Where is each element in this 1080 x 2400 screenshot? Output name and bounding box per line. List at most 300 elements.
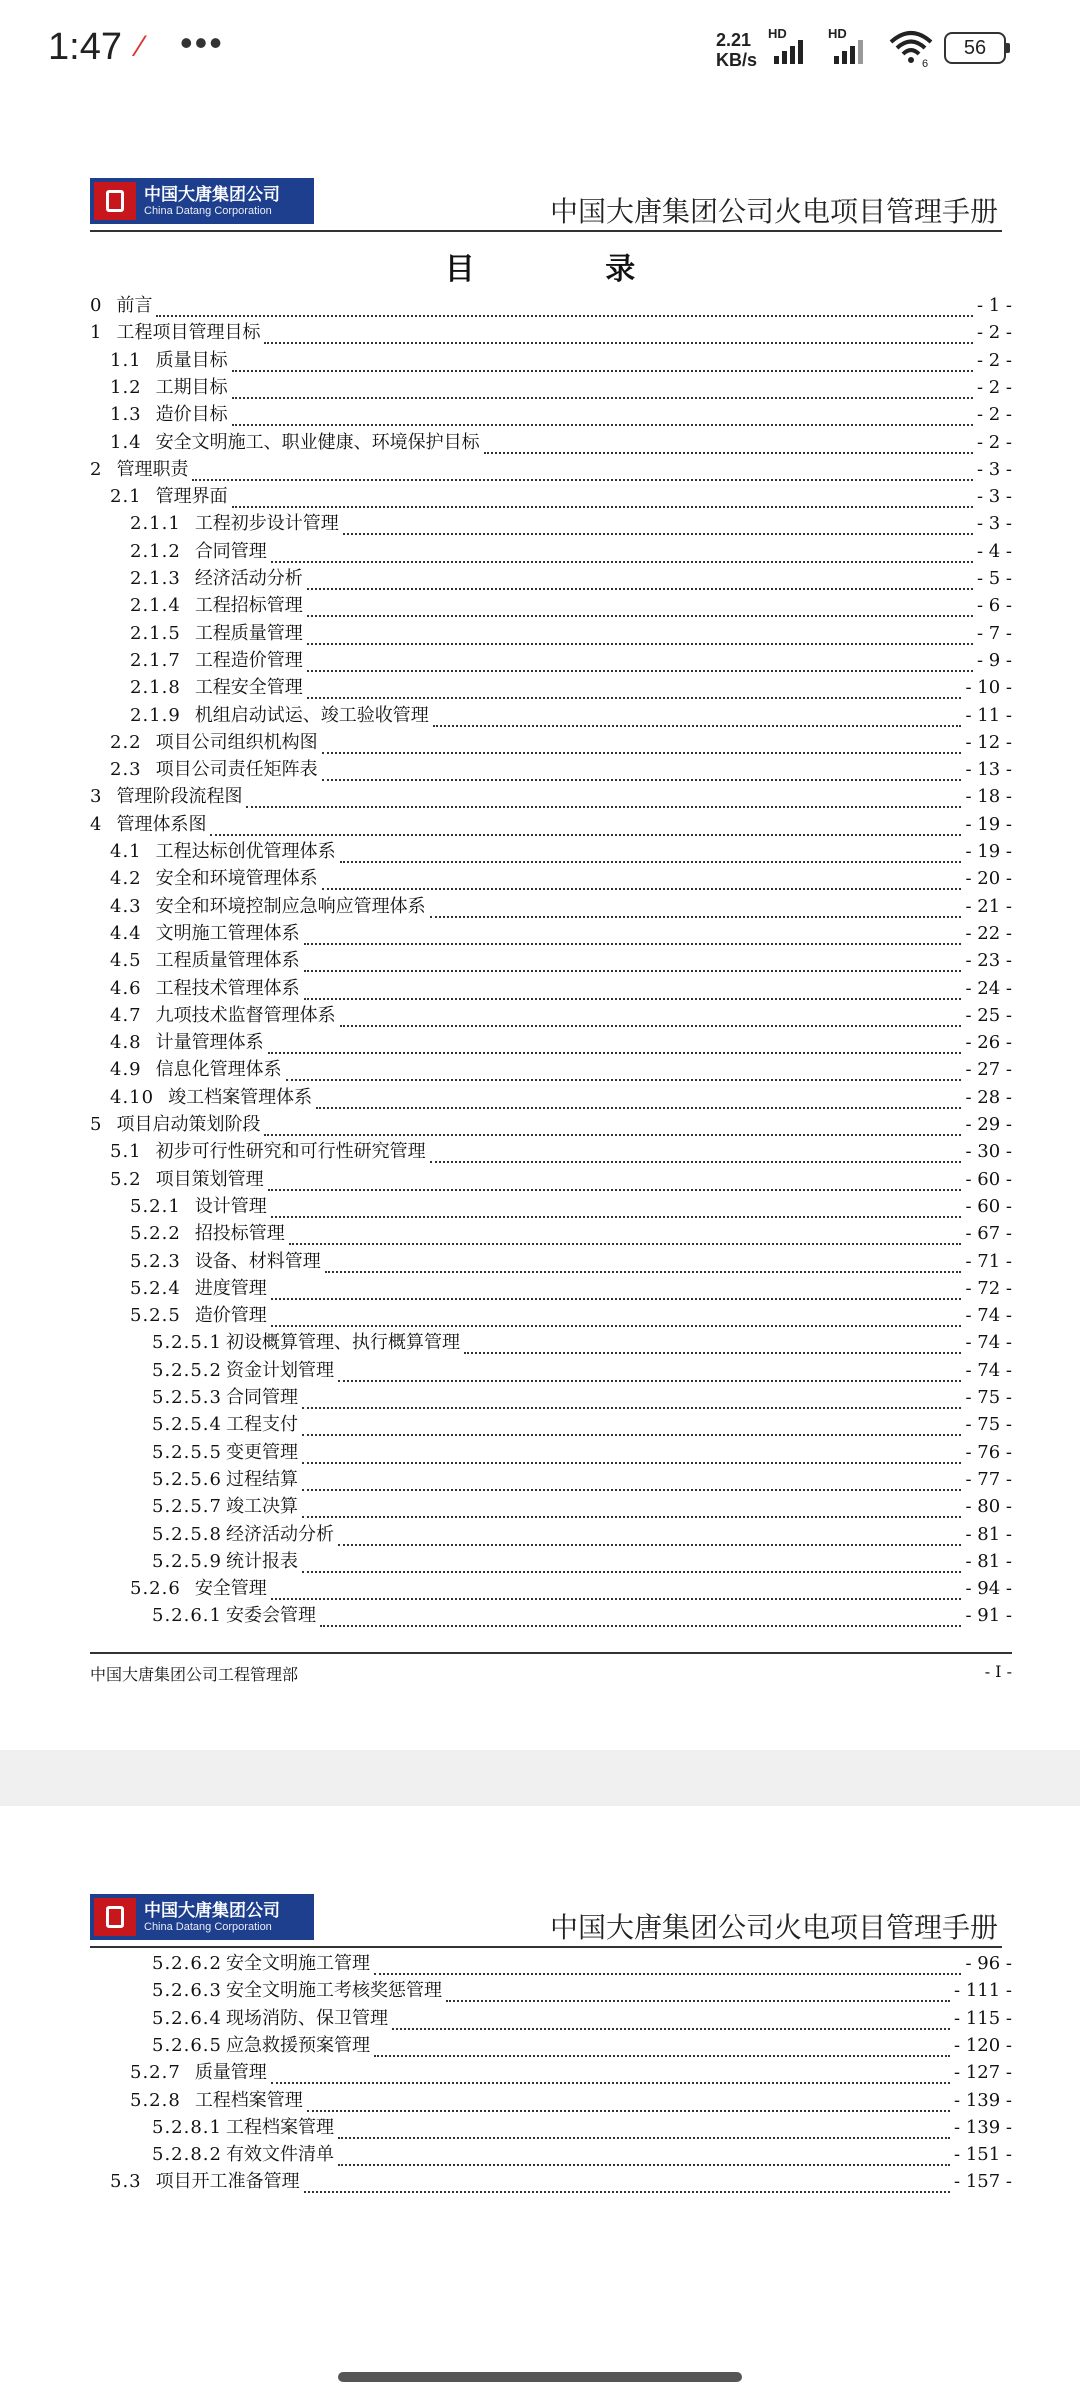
toc-entry-number: 5.2.2: [130, 1223, 181, 1245]
toc-entry-page: - 28 -: [965, 1086, 1012, 1108]
toc-entry-title: 合同管理: [194, 540, 267, 562]
toc-entry-title: 安委会管理: [225, 1605, 316, 1627]
toc-entry[interactable]: [90, 2003, 1012, 2030]
logo-en-text-2: China Datang Corporation: [144, 1920, 272, 1933]
toc-entry-page: - 72 -: [965, 1277, 1012, 1299]
toc-entry-title: 安全文明施工管理: [225, 1953, 370, 1974]
toc-entry[interactable]: [90, 2085, 1012, 2112]
toc-entry[interactable]: [90, 645, 1012, 672]
toc-entry-title: 九项技术监督管理体系: [155, 1004, 336, 1026]
toc-entry[interactable]: [90, 508, 1012, 535]
toc-entry-page: - 26 -: [965, 1032, 1012, 1054]
toc-entry-title: 管理阶段流程图: [116, 786, 243, 808]
toc-entry-page: - 24 -: [965, 977, 1012, 999]
toc-entry-number: 2.1.9: [130, 704, 181, 726]
toc-entry-number: 1.2: [110, 376, 142, 398]
toc-entry[interactable]: [90, 1054, 1012, 1081]
toc-dot-leader: [340, 847, 962, 863]
toc-entry[interactable]: [90, 1082, 1012, 1109]
toc-dot-leader: [302, 1448, 962, 1464]
toc-entry-page: - 29 -: [965, 1114, 1012, 1135]
toc-entry[interactable]: [90, 700, 1012, 727]
toc-entry[interactable]: [90, 536, 1012, 563]
status-time: 1:47: [48, 26, 122, 68]
toc-dot-leader: [374, 2041, 950, 2057]
toc-entry-page: - 30 -: [965, 1141, 1012, 1163]
home-indicator[interactable]: [338, 2372, 742, 2382]
toc-entry[interactable]: [90, 372, 1012, 399]
header-title-2: 中国大唐集团公司火电项目管理手册: [549, 1911, 998, 1944]
toc-dot-leader: [374, 1959, 962, 1975]
toc-entry-number: 1.1: [110, 349, 142, 371]
toc-entry-page: - 80 -: [965, 1496, 1012, 1518]
toc-entry-number: 4.6: [110, 977, 142, 999]
toc-entry-number: 5.2.6.5: [152, 2034, 222, 2056]
toc-entry-page: - 77 -: [965, 1468, 1012, 1490]
toc-entry-page: - 76 -: [965, 1441, 1012, 1463]
toc-entry-title: 管理职责: [116, 458, 189, 480]
toc-entry[interactable]: [90, 1409, 1012, 1436]
toc-entry-page: - 75 -: [965, 1414, 1012, 1436]
toc-entry-number: 5.2.8.2: [152, 2144, 222, 2166]
toc-entry-title: 初步可行性研究和可行性研究管理: [155, 1141, 426, 1163]
toc-entry-title: 安全文明施工、职业健康、环境保护目标: [155, 431, 480, 453]
toc-entry-number: 5.2.6.4: [152, 2007, 222, 2029]
toc-entry[interactable]: [90, 1109, 1012, 1136]
network-speed-unit: KB/s: [716, 50, 758, 70]
logo-cn-text-2: 中国大唐集团公司: [144, 1900, 280, 1920]
toc-entry[interactable]: [90, 1573, 1012, 1600]
toc-dot-leader: [304, 2177, 950, 2193]
toc-entry-number: 5.3: [110, 2171, 142, 2193]
toc-dot-leader: [307, 656, 973, 672]
toc-dot-leader: [271, 1284, 962, 1300]
toc-entry[interactable]: [90, 1300, 1012, 1327]
toc-title: 目 录: [444, 252, 696, 287]
toc-dot-leader: [446, 1986, 950, 2002]
toc-entry-number: 4.10: [110, 1086, 155, 1108]
toc-entry[interactable]: [90, 1491, 1012, 1518]
toc-entry-number: 2.3: [110, 759, 142, 781]
toc-entry-title: 进度管理: [194, 1277, 267, 1299]
toc-dot-leader: [304, 956, 962, 972]
toc-dot-leader: [286, 1065, 962, 1081]
toc-entry-number: 5.2: [110, 1168, 142, 1190]
toc-entry-number: 5.2.5.6: [152, 1468, 222, 1490]
toc-entry-title: 安全文明施工考核奖惩管理: [225, 1980, 442, 2002]
toc-entry-number: 5.2.6: [130, 1578, 181, 1600]
toc-entry-page: - 81 -: [965, 1550, 1012, 1572]
toc-entry-title: 应急救援预案管理: [225, 2034, 370, 2056]
toc-entry-title: 竣工决算: [225, 1496, 298, 1518]
toc-entry-number: 5.2.5.4: [152, 1414, 222, 1436]
toc-entry-title: 安全管理: [194, 1578, 267, 1600]
page-header: [90, 178, 1002, 232]
toc-dot-leader: [392, 2014, 950, 2030]
toc-entry-title: 设计管理: [194, 1195, 267, 1217]
logo-cn-text: 中国大唐集团公司: [144, 184, 280, 204]
toc-dot-leader: [338, 2123, 950, 2139]
toc-entry-title: 工程造价管理: [194, 649, 303, 671]
toc-dot-leader: [156, 301, 972, 317]
toc-dot-leader: [325, 1257, 962, 1273]
toc-entry-title: 招投标管理: [194, 1223, 285, 1245]
toc-entry-number: 5.2.5.5: [152, 1441, 222, 1463]
toc-entry-number: 4.3: [110, 895, 142, 917]
battery-level: 56: [963, 37, 987, 59]
toc-entry[interactable]: [90, 1975, 1012, 2002]
toc-entry-page: - 127 -: [954, 2062, 1012, 2084]
toc-entry-page: - 94 -: [965, 1578, 1012, 1600]
toc-dot-leader: [338, 1366, 962, 1382]
toc-entry-title: 工程招标管理: [194, 595, 303, 617]
toc-dot-leader: [232, 410, 973, 426]
toc-dot-leader: [322, 765, 962, 781]
toc-entry-number: 2.1.1: [130, 513, 181, 535]
toc-entry-title: 管理体系图: [116, 813, 207, 835]
toc-entry-title: 设备、材料管理: [194, 1250, 321, 1272]
toc-entry-page: - 1 -: [976, 295, 1012, 316]
toc-dot-leader: [307, 683, 962, 699]
toc-entry-number: 5.2.5.7: [152, 1496, 222, 1518]
toc-entry-page: - 60 -: [965, 1168, 1012, 1190]
toc-entry-page: - 120 -: [954, 2034, 1012, 2056]
toc-entry-number: 4.9: [110, 1059, 142, 1081]
toc-entry-page: - 3 -: [976, 513, 1012, 535]
status-bar: [0, 0, 1080, 100]
toc-entry-page: - 11 -: [965, 704, 1012, 726]
toc-entry[interactable]: [90, 2030, 1012, 2057]
signal-sim2-icon: [828, 28, 878, 68]
toc-entry-number: 5.2.3: [130, 1250, 181, 1272]
battery-icon: [944, 32, 1006, 64]
toc-entry[interactable]: [90, 590, 1012, 617]
toc-entry-title: 质量管理: [194, 2062, 267, 2084]
toc-entry[interactable]: [90, 2112, 1012, 2139]
toc-entry[interactable]: [90, 672, 1012, 699]
toc-dot-leader: [264, 328, 972, 344]
toc-entry[interactable]: [90, 891, 1012, 918]
toc-entry-page: - 27 -: [965, 1059, 1012, 1081]
toc-entry[interactable]: [90, 481, 1012, 508]
toc-entry-title: 工程质量管理: [194, 622, 303, 644]
toc-entry[interactable]: [90, 1437, 1012, 1464]
toc-dot-leader: [268, 1175, 962, 1191]
document-page-1: [0, 100, 1080, 1750]
toc-entry-title: 工程项目管理目标: [116, 322, 261, 344]
toc-entry-title: 前言: [116, 295, 153, 316]
toc-entry-number: 4.2: [110, 868, 142, 890]
toc-dot-leader: [343, 519, 973, 535]
toc-entry-page: - 7 -: [976, 622, 1012, 644]
toc-entry[interactable]: [90, 1948, 1012, 1975]
toc-entry[interactable]: [90, 727, 1012, 754]
toc-entry[interactable]: [90, 290, 1012, 317]
toc-entry-title: 项目开工准备管理: [155, 2171, 300, 2193]
toc-entry-number: 5.2.7: [130, 2062, 181, 2084]
toc-entry-title: 合同管理: [225, 1387, 298, 1408]
toc-entry-title: 项目策划管理: [155, 1168, 264, 1190]
toc-entry[interactable]: [90, 1273, 1012, 1300]
toc-entry-page: - 151 -: [954, 2144, 1012, 2166]
toc-entry-page: - 67 -: [965, 1223, 1012, 1245]
toc-entry-number: 5.2.4: [130, 1277, 181, 1299]
toc-entry[interactable]: [90, 836, 1012, 863]
toc-entry-number: 5.2.8.1: [152, 2116, 222, 2138]
toc-entry-title: 工程技术管理体系: [155, 977, 300, 999]
toc-entry-page: - 74 -: [965, 1332, 1012, 1354]
toc-dot-leader: [322, 738, 962, 754]
toc-entry-number: 5.2.1: [130, 1195, 181, 1217]
toc-dot-leader: [268, 1038, 962, 1054]
toc-entry[interactable]: [90, 1464, 1012, 1491]
toc-entry[interactable]: [90, 1218, 1012, 1245]
toc-entry[interactable]: [90, 754, 1012, 781]
toc-entry[interactable]: [90, 781, 1012, 808]
toc-entry-page: - 115 -: [954, 2007, 1012, 2029]
toc-dot-leader: [322, 874, 962, 890]
toc-entry-number: 1.3: [110, 404, 142, 426]
toc-entry-page: - 111 -: [954, 1980, 1012, 2002]
toc-entry[interactable]: [90, 454, 1012, 481]
toc-entry-number: 5.2.6.1: [152, 1605, 222, 1627]
page-footer: [90, 1652, 1012, 1684]
toc-dot-leader: [302, 1475, 962, 1491]
toc-entry-page: - 71 -: [965, 1250, 1012, 1272]
toc-entry-title: 造价目标: [155, 404, 228, 426]
toc-entry-number: 5.2.5.1: [152, 1332, 222, 1354]
toc-entry-number: 2.2: [110, 731, 142, 753]
toc-dot-leader: [302, 1502, 962, 1518]
toc-entry-title: 项目启动策划阶段: [116, 1114, 261, 1135]
toc-entry[interactable]: [90, 427, 1012, 454]
toc-entry-page: - 91 -: [965, 1605, 1012, 1627]
toc-entry[interactable]: [90, 809, 1012, 836]
company-emblem-icon-2: [94, 1898, 136, 1936]
toc-dot-leader: [232, 492, 973, 508]
toc-entry-title: 安全和环境控制应急响应管理体系: [155, 895, 426, 917]
toc-entry[interactable]: [90, 1191, 1012, 1218]
toc-entry-number: 2.1.2: [130, 540, 181, 562]
toc-entry-title: 质量目标: [155, 349, 228, 371]
toc-entry-title: 工期目标: [155, 376, 228, 398]
toc-entry-title: 变更管理: [225, 1441, 298, 1463]
toc-entry[interactable]: [90, 1600, 1012, 1627]
footer-department: 中国大唐集团公司工程管理部: [90, 1665, 299, 1684]
toc-entry-page: - 2 -: [976, 349, 1012, 371]
toc-entry[interactable]: [90, 863, 1012, 890]
toc-entry-title: 初设概算管理、执行概算管理: [225, 1332, 460, 1354]
toc-entry-title: 工程初步设计管理: [194, 513, 339, 535]
toc-entry-title: 有效文件清单: [225, 2144, 334, 2166]
toc-entry-page: - 18 -: [965, 786, 1012, 808]
toc-entry[interactable]: [90, 1382, 1012, 1409]
toc-dot-leader: [338, 2150, 950, 2166]
company-emblem-icon: [94, 182, 136, 220]
toc-entry-title: 信息化管理体系: [155, 1059, 282, 1081]
toc-entry[interactable]: [90, 2139, 1012, 2166]
toc-entry-page: - 21 -: [965, 895, 1012, 917]
toc-entry-page: - 3 -: [976, 458, 1012, 480]
toc-entry-page: - 2 -: [976, 322, 1012, 344]
toc-entry-page: - 6 -: [976, 595, 1012, 617]
toc-entry-number: 2: [90, 458, 103, 480]
toc-dot-leader: [271, 1202, 962, 1218]
toc-entry-page: - 19 -: [965, 813, 1012, 835]
toc-entry-page: - 5 -: [976, 568, 1012, 589]
toc-dot-leader: [271, 1311, 962, 1327]
toc-dot-leader: [289, 1229, 962, 1245]
toc-entry[interactable]: [90, 399, 1012, 426]
toc-entry-page: - 4 -: [976, 540, 1012, 562]
toc-entry-number: 4.1: [110, 841, 142, 862]
toc-entry[interactable]: [90, 563, 1012, 590]
toc-entry-page: - 74 -: [965, 1359, 1012, 1381]
toc-entry[interactable]: [90, 1000, 1012, 1027]
toc-entry-title: 竣工档案管理体系: [168, 1086, 313, 1108]
toc-entry-number: 4.5: [110, 950, 142, 972]
toc-entry[interactable]: [90, 1327, 1012, 1354]
toc-entry-number: 0: [90, 295, 103, 316]
toc-entry[interactable]: [90, 1164, 1012, 1191]
toc-entry-title: 项目公司责任矩阵表: [155, 759, 318, 781]
toc-entry[interactable]: [90, 618, 1012, 645]
toc-dot-leader: [307, 574, 973, 590]
toc-entry-page: - 2 -: [976, 376, 1012, 398]
toc-entry-page: - 19 -: [965, 841, 1012, 862]
toc-entry-number: 5.1: [110, 1141, 142, 1163]
wifi-badge: 6: [922, 58, 929, 68]
toc-entry[interactable]: [90, 1136, 1012, 1163]
toc-entry[interactable]: [90, 1519, 1012, 1546]
toc-entry-title: 资金计划管理: [225, 1359, 334, 1381]
toc-dot-leader: [192, 465, 972, 481]
toc-entry-number: 3: [90, 786, 103, 808]
toc-dot-leader: [316, 1093, 961, 1109]
toc-entry-page: - 139 -: [954, 2089, 1012, 2111]
toc-dot-leader: [271, 1584, 962, 1600]
network-speed: [716, 30, 776, 70]
toc-entry[interactable]: [90, 918, 1012, 945]
toc-dot-leader: [210, 820, 961, 836]
toc-entry-number: 5.2.5.2: [152, 1359, 222, 1381]
toc-entry-page: - 13 -: [965, 759, 1012, 781]
toc-entry-page: - 139 -: [954, 2116, 1012, 2138]
logo-en-text: China Datang Corporation: [144, 204, 272, 217]
toc-entry[interactable]: [90, 2166, 1012, 2193]
toc-entry-number: 1.4: [110, 431, 142, 453]
toc-entry-number: 5.2.5.8: [152, 1523, 222, 1545]
company-logo-2: [90, 1894, 314, 1940]
footer-page-number: - I -: [984, 1662, 1012, 1681]
toc-entry-number: 5.2.6.2: [152, 1953, 222, 1974]
toc-entry-title: 计量管理体系: [155, 1032, 264, 1054]
toc-entry-title: 安全和环境管理体系: [155, 868, 318, 890]
toc-dot-leader: [320, 1611, 962, 1627]
toc-entry-title: 统计报表: [225, 1550, 298, 1572]
toc-entry-page: - 20 -: [965, 868, 1012, 890]
toc-entry[interactable]: [90, 1246, 1012, 1273]
toc-entry-title: 工程达标创优管理体系: [155, 841, 336, 862]
toc-entry-number: 5.2.6.3: [152, 1980, 222, 2002]
toc-dot-leader: [484, 438, 973, 454]
toc-entry-number: 2.1.4: [130, 595, 181, 617]
toc-entry[interactable]: [90, 1355, 1012, 1382]
toc-dot-leader: [302, 1557, 962, 1573]
toc-entry[interactable]: [90, 345, 1012, 372]
toc-entry-number: 2.1.5: [130, 622, 181, 644]
toc-entry-number: 5.2.5.9: [152, 1550, 222, 1572]
toc-dot-leader: [307, 601, 973, 617]
toc-entry-number: 4.4: [110, 922, 142, 944]
toc-entry-page: - 10 -: [965, 677, 1012, 699]
toc-entry-page: - 96 -: [965, 1953, 1012, 1974]
toc-entry-page: - 23 -: [965, 950, 1012, 972]
toc-dot-leader: [232, 383, 973, 399]
toc-dot-leader: [307, 629, 973, 645]
page-separator: [0, 1750, 1080, 1806]
toc-entry-title: 文明施工管理体系: [155, 922, 300, 944]
toc-entry-page: - 22 -: [965, 922, 1012, 944]
toc-entry-number: 2.1: [110, 486, 142, 508]
toc-entry[interactable]: [90, 317, 1012, 344]
toc-entry-page: - 81 -: [965, 1523, 1012, 1545]
toc-entry-page: - 74 -: [965, 1305, 1012, 1327]
wifi-icon: [888, 28, 934, 68]
toc-entry-title: 现场消防、保卫管理: [225, 2007, 388, 2029]
toc-entry-number: 5: [90, 1114, 103, 1135]
header-title: 中国大唐集团公司火电项目管理手册: [549, 195, 998, 228]
toc-dot-leader: [338, 1530, 962, 1546]
toc-entry[interactable]: [90, 1027, 1012, 1054]
toc-dot-leader: [340, 1011, 962, 1027]
sim2-hd-label: HD: [828, 26, 847, 41]
toc-entry-title: 工程支付: [225, 1414, 298, 1436]
toc-entry-number: 5.2.8: [130, 2089, 181, 2111]
toc-entry-page: - 3 -: [976, 486, 1012, 508]
company-logo: [90, 178, 314, 224]
toc-dot-leader: [302, 1420, 962, 1436]
toc-entry-page: - 75 -: [965, 1387, 1012, 1408]
toc-dot-leader: [302, 1393, 962, 1409]
toc-entry[interactable]: [90, 2057, 1012, 2084]
toc-entry-page: - 157 -: [954, 2171, 1012, 2193]
toc-entry[interactable]: [90, 1546, 1012, 1573]
toc-entry-title: 工程档案管理: [225, 2116, 334, 2138]
toc-entry-title: 工程安全管理: [194, 677, 303, 699]
toc-entry-title: 机组启动试运、竣工验收管理: [194, 704, 429, 726]
toc-entry-number: 2.1.3: [130, 568, 181, 589]
toc-entry-title: 过程结算: [225, 1468, 298, 1490]
toc-entry-number: 1: [90, 322, 103, 344]
toc-dot-leader: [307, 2096, 950, 2112]
toc-entry-number: 5.2.5: [130, 1305, 181, 1327]
more-notifications-icon: •••: [180, 22, 224, 63]
toc-entry-page: - 60 -: [965, 1195, 1012, 1217]
toc-entry-title: 工程质量管理体系: [155, 950, 300, 972]
sim1-hd-label: HD: [768, 26, 787, 41]
toc-entry[interactable]: [90, 973, 1012, 1000]
app-notification-icon: ⁄: [138, 30, 144, 63]
toc-dot-leader: [271, 547, 973, 563]
toc-entry[interactable]: [90, 945, 1012, 972]
page-header-2: [90, 1894, 1002, 1948]
toc-dot-leader: [433, 711, 962, 727]
toc-entry-number: 4.7: [110, 1004, 142, 1026]
toc-entry-page: - 9 -: [976, 649, 1012, 671]
toc-dot-leader: [464, 1338, 962, 1354]
signal-sim1-icon: [768, 28, 818, 68]
